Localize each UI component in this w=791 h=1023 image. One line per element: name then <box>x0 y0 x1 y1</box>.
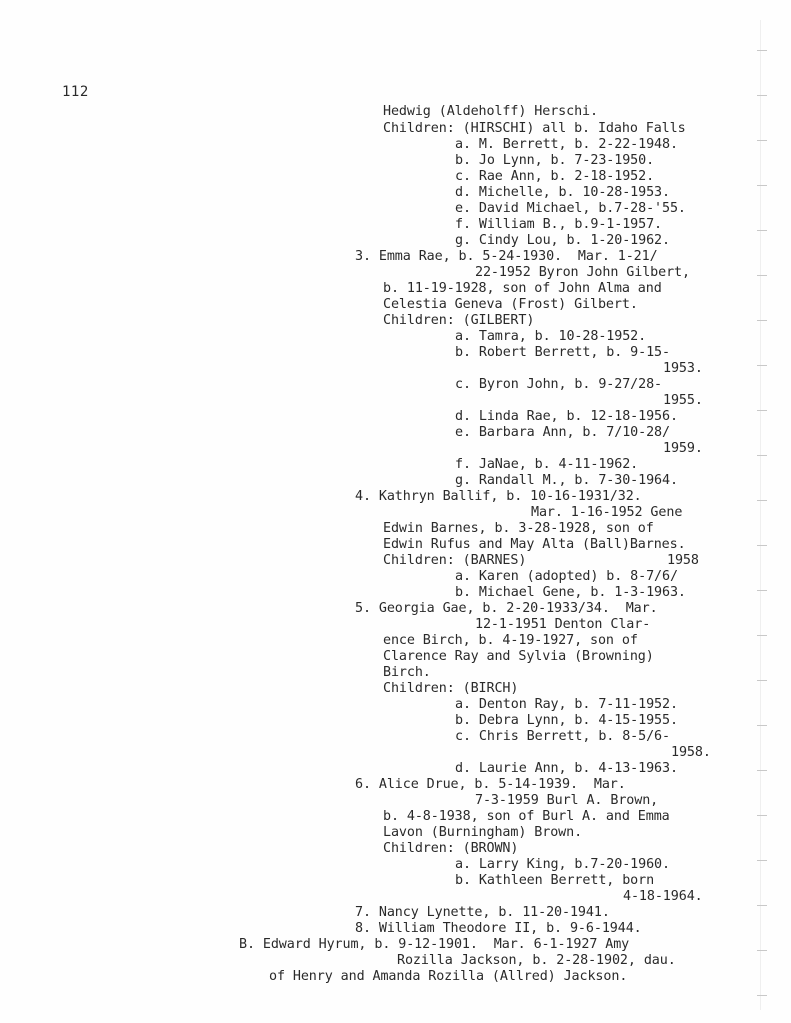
text-line: Edwin Barnes, b. 3-28-1928, son of <box>383 521 654 536</box>
text-line: 1959. <box>663 441 703 456</box>
text-line: 1953. <box>663 361 703 376</box>
edge-tick-mark <box>757 995 767 996</box>
page-edge-shadow <box>760 20 761 1010</box>
text-line: b. Michael Gene, b. 1-3-1963. <box>455 585 686 600</box>
text-line: b. Jo Lynn, b. 7-23-1950. <box>455 153 655 168</box>
text-line: c. Chris Berrett, b. 8-5/6- <box>455 729 670 744</box>
text-line: Hedwig (Aldeholff) Herschi. <box>383 104 598 119</box>
edge-tick-mark <box>757 140 767 141</box>
edge-tick-mark <box>757 230 767 231</box>
text-line: e. David Michael, b.7-28-'55. <box>455 201 686 216</box>
text-line: Edwin Rufus and May Alta (Ball)Barnes. <box>383 537 686 552</box>
edge-tick-mark <box>757 770 767 771</box>
edge-tick-mark <box>757 95 767 96</box>
page-number: 112 <box>62 84 89 100</box>
text-line: B. Edward Hyrum, b. 9-12-1901. Mar. 6-1-1927 Amy <box>239 937 630 952</box>
text-line: 6. Alice Drue, b. 5-14-1939. Mar. <box>355 777 626 792</box>
edge-tick-mark <box>757 410 767 411</box>
edge-tick-mark <box>757 905 767 906</box>
edge-tick-mark <box>757 320 767 321</box>
text-line: 4-18-1964. <box>623 889 703 904</box>
text-line: d. Michelle, b. 10-28-1953. <box>455 185 670 200</box>
edge-tick-mark <box>757 500 767 501</box>
text-line: 22-1952 Byron John Gilbert, <box>475 265 690 280</box>
text-line: Mar. 1-16-1952 Gene <box>531 505 683 520</box>
text-line: b. 4-8-1938, son of Burl A. and Emma <box>383 809 670 824</box>
text-line: 5. Georgia Gae, b. 2-20-1933/34. Mar. <box>355 601 658 616</box>
text-line: c. Byron John, b. 9-27/28- <box>455 377 663 392</box>
text-line: 4. Kathryn Ballif, b. 10-16-1931/32. <box>355 489 642 504</box>
text-line: e. Barbara Ann, b. 7/10-28/ <box>455 425 670 440</box>
text-line: Children: (BARNES) <box>383 553 527 568</box>
text-line: c. Rae Ann, b. 2-18-1952. <box>455 169 655 184</box>
text-line: g. Cindy Lou, b. 1-20-1962. <box>455 233 670 248</box>
text-line: f. William B., b.9-1-1957. <box>455 217 663 232</box>
text-line: Celestia Geneva (Frost) Gilbert. <box>383 297 638 312</box>
edge-tick-mark <box>757 185 767 186</box>
edge-tick-mark <box>757 815 767 816</box>
edge-tick-mark <box>757 275 767 276</box>
text-line: 3. Emma Rae, b. 5-24-1930. Mar. 1-21/ <box>355 249 658 264</box>
edge-tick-mark <box>757 455 767 456</box>
edge-tick-mark <box>757 860 767 861</box>
edge-tick-mark <box>757 590 767 591</box>
edge-tick-mark <box>757 545 767 546</box>
edge-tick-mark <box>757 680 767 681</box>
text-line: 12-1-1951 Denton Clar- <box>475 617 651 632</box>
edge-tick-mark <box>757 950 767 951</box>
text-line: a. Denton Ray, b. 7-11-1952. <box>455 697 678 712</box>
text-line: Birch. <box>383 665 431 680</box>
edge-tick-mark <box>757 725 767 726</box>
text-line: Lavon (Burningham) Brown. <box>383 825 583 840</box>
text-line: d. Linda Rae, b. 12-18-1956. <box>455 409 678 424</box>
text-line: a. M. Berrett, b. 2-22-1948. <box>455 137 678 152</box>
edge-tick-mark <box>757 635 767 636</box>
text-line: b. Debra Lynn, b. 4-15-1955. <box>455 713 678 728</box>
text-line: Rozilla Jackson, b. 2-28-1902, dau. <box>397 953 676 968</box>
edge-tick-mark <box>757 365 767 366</box>
text-line: a. Tamra, b. 10-28-1952. <box>455 329 647 344</box>
text-line: 7-3-1959 Burl A. Brown, <box>475 793 659 808</box>
text-line: Children: (BROWN) <box>383 841 519 856</box>
text-line: 1958 <box>667 553 699 568</box>
text-line: Children: (GILBERT) <box>383 313 535 328</box>
text-line: 1958. <box>671 745 711 760</box>
text-line: Clarence Ray and Sylvia (Browning) <box>383 649 654 664</box>
text-line: Children: (BIRCH) <box>383 681 519 696</box>
text-line: of Henry and Amanda Rozilla (Allred) Jackson. <box>269 969 628 984</box>
text-line: a. Larry King, b.7-20-1960. <box>455 857 670 872</box>
text-line: 1955. <box>663 393 703 408</box>
text-line: g. Randall M., b. 7-30-1964. <box>455 473 678 488</box>
text-line: Children: (HIRSCHI) all b. Idaho Falls <box>383 121 686 136</box>
edge-tick-mark <box>757 50 767 51</box>
text-line: 7. Nancy Lynette, b. 11-20-1941. <box>355 905 610 920</box>
text-line: a. Karen (adopted) b. 8-7/6/ <box>455 569 678 584</box>
text-line: b. Robert Berrett, b. 9-15- <box>455 345 670 360</box>
text-line: 8. William Theodore II, b. 9-6-1944. <box>355 921 642 936</box>
text-line: f. JaNae, b. 4-11-1962. <box>455 457 639 472</box>
text-line: b. Kathleen Berrett, born <box>455 873 655 888</box>
text-line: ence Birch, b. 4-19-1927, son of <box>383 633 638 648</box>
text-line: b. 11-19-1928, son of John Alma and <box>383 281 662 296</box>
text-line: d. Laurie Ann, b. 4-13-1963. <box>455 761 678 776</box>
